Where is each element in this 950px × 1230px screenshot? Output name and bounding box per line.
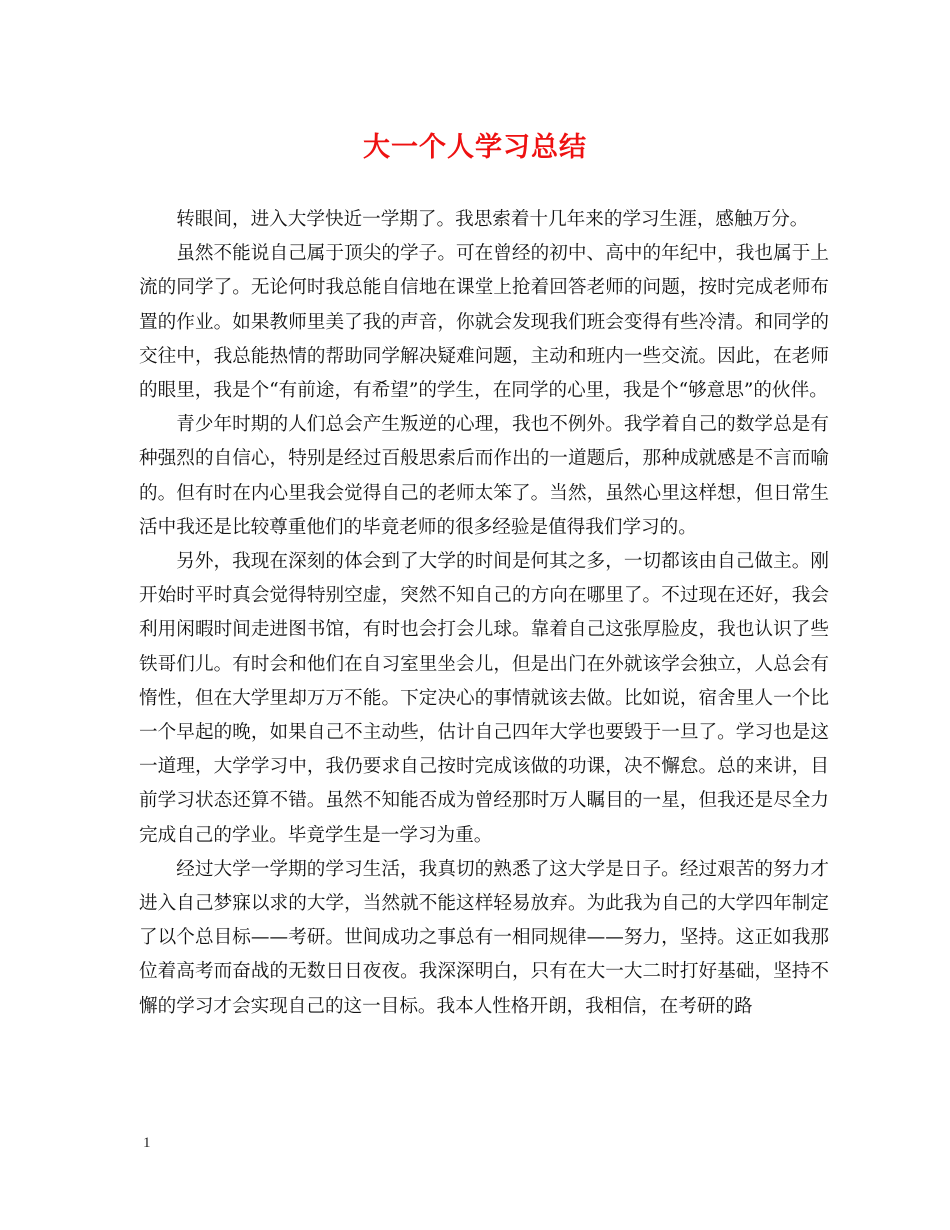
document-title: 大一个人学习总结: [363, 132, 587, 163]
page-number: 1: [143, 1135, 151, 1151]
paragraph-3: 青少年时期的人们总会产生叛逆的心理，我也不例外。我学着自己的数学总是有种强烈的自信心，特别是经过百般思索后而作出的一道题后，那种成就感是不言而喻的。但有时在内心里我会觉得自己的老师太笨了。当然，虽然心里这样想，但日常生活中我还是比较尊重他们的毕竟老师的很多经验是值得我们学习的。: [139, 414, 829, 538]
document-body: [139, 203, 829, 1024]
paragraph-2: 虽然不能说自己属于顶尖的学子。可在曾经的初中、高中的年纪中，我也属于上流的同学了。无论何时我总能自信地在课堂上抢着回答老师的问题，按时完成老师布置的作业。如果教师里美了我的声音，你就会发现我们班会变得有些冷清。和同学的交往中，我总能热情的帮助同学解决疑难问题，主动和班内一些交流。因此，在老师的眼里，我是个“有前途，有希望”的学生，在同学的心里，我是个“够意思”的伙伴。: [139, 243, 829, 402]
paragraph-5: 经过大学一学期的学习生活，我真切的熟悉了这大学是日子。经过艰苦的努力才进入自己梦寐以求的大学，当然就不能这样轻易放弃。为此我为自己的大学四年制定了以个总目标——考研。世间成功之事总有一相同规律——努力，坚持。这正如我那位着高考而奋战的无数日日夜夜。我深深明白，只有在大一大二时打好基础，坚持不懈的学习才会实现自己的这一目标。我本人性格开朗，我相信，在考研的路: [139, 858, 829, 1017]
paragraph-4: 另外，我现在深刻的体会到了大学的时间是何其之多，一切都该由自己做主。刚开始时平时真会觉得特别空虚，突然不知自己的方向在哪里了。不过现在还好，我会利用闲暇时间走进图书馆，有时也会打会儿球。靠着自己这张厚脸皮，我也认识了些铁哥们儿。有时会和他们在自习室里坐会儿，但是出门在外就该学会独立，人总会有惰性，但在大学里却万万不能。下定决心的事情就该去做。比如说，宿舍里人一个比一个早起的晚，如果自己不主动些，估计自己四年大学也要毁于一旦了。学习也是这一道理，大学学习中，我仍要求自己按时完成该做的功课，决不懈怠。总的来讲，目前学习状态还算不错。虽然不知能否成为曾经那时万人瞩目的一星，但我还是尽全力完成自己的学业。毕竟学生是一学习为重。: [139, 551, 829, 846]
paragraph-1: 转眼间，进入大学快近一学期了。我思索着十几年来的学习生涯，感触万分。: [176, 209, 809, 230]
